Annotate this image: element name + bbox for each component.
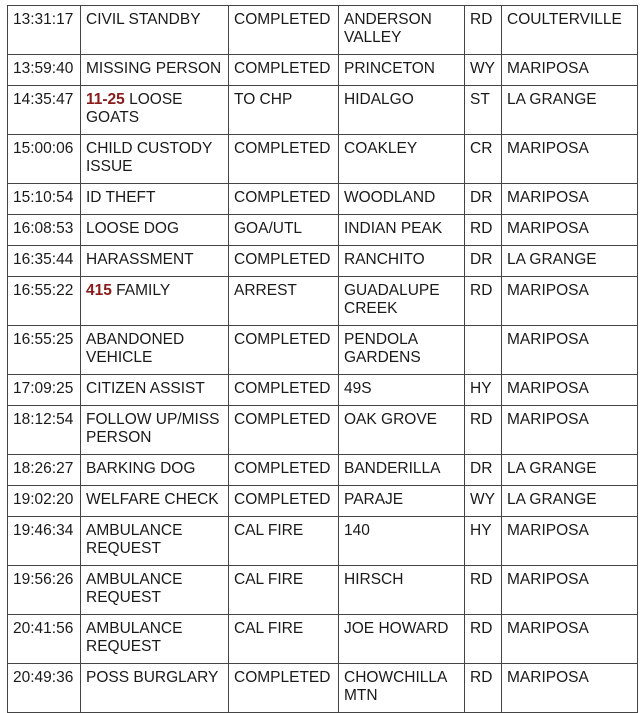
street-suffix-cell: RD (465, 215, 502, 246)
status-cell: CAL FIRE (229, 517, 339, 566)
street-cell: CHOWCHILLA MTN (339, 664, 465, 713)
call-type-cell (81, 375, 229, 406)
street-suffix-cell: RD (465, 566, 502, 615)
table-row (8, 615, 638, 664)
city-cell: MARIPOSA (502, 615, 638, 664)
street-cell: WOODLAND (339, 184, 465, 215)
city-cell: MARIPOSA (502, 375, 638, 406)
street-cell: 140 (339, 517, 465, 566)
street-suffix-cell: RD (465, 277, 502, 326)
table-row (8, 277, 638, 326)
time-cell: 16:08:53 (8, 215, 81, 246)
call-type-text: CHILD CUSTODY ISSUE (86, 140, 213, 175)
table-row (8, 517, 638, 566)
street-suffix-cell: RD (465, 664, 502, 713)
time-cell: 19:02:20 (8, 486, 81, 517)
street-suffix-cell: DR (465, 246, 502, 277)
city-cell: MARIPOSA (502, 215, 638, 246)
status-cell: ARREST (229, 277, 339, 326)
street-suffix-cell: HY (465, 375, 502, 406)
city-cell: MARIPOSA (502, 277, 638, 326)
street-cell: JOE HOWARD (339, 615, 465, 664)
street-cell: INDIAN PEAK (339, 215, 465, 246)
status-cell: COMPLETED (229, 664, 339, 713)
city-cell: MARIPOSA (502, 517, 638, 566)
call-type-text: POSS BURGLARY (86, 669, 219, 686)
call-type-cell (81, 486, 229, 517)
time-cell: 13:59:40 (8, 55, 81, 86)
call-type-text: FAMILY (111, 282, 171, 299)
call-type-text: CITIZEN ASSIST (86, 380, 205, 397)
call-code: 415 (86, 282, 112, 299)
call-type-cell (81, 455, 229, 486)
street-suffix-cell: WY (465, 486, 502, 517)
call-log-page (7, 5, 637, 713)
call-type-cell (81, 135, 229, 184)
city-cell: MARIPOSA (502, 55, 638, 86)
time-cell: 20:49:36 (8, 664, 81, 713)
call-type-text: HARASSMENT (86, 251, 194, 268)
status-cell: COMPLETED (229, 455, 339, 486)
street-cell: HIRSCH (339, 566, 465, 615)
street-suffix-cell: HY (465, 517, 502, 566)
table-row (8, 55, 638, 86)
city-cell: MARIPOSA (502, 406, 638, 455)
city-cell: MARIPOSA (502, 664, 638, 713)
street-cell: RANCHITO (339, 246, 465, 277)
time-cell: 18:26:27 (8, 455, 81, 486)
call-type-cell (81, 615, 229, 664)
time-cell: 18:12:54 (8, 406, 81, 455)
street-suffix-cell: ST (465, 86, 502, 135)
status-cell: COMPLETED (229, 6, 339, 55)
status-cell: COMPLETED (229, 246, 339, 277)
table-row (8, 215, 638, 246)
street-cell: 49S (339, 375, 465, 406)
call-type-cell (81, 326, 229, 375)
street-cell: PENDOLA GARDENS (339, 326, 465, 375)
status-cell: COMPLETED (229, 184, 339, 215)
call-type-cell (81, 517, 229, 566)
street-cell: BANDERILLA (339, 455, 465, 486)
table-row (8, 6, 638, 55)
time-cell: 16:55:25 (8, 326, 81, 375)
call-type-cell (81, 664, 229, 713)
call-type-cell (81, 406, 229, 455)
call-type-cell (81, 277, 229, 326)
table-row (8, 326, 638, 375)
table-row (8, 246, 638, 277)
street-cell: PARAJE (339, 486, 465, 517)
street-suffix-cell: RD (465, 406, 502, 455)
call-type-text: AMBULANCE REQUEST (86, 522, 183, 557)
city-cell: LA GRANGE (502, 486, 638, 517)
street-suffix-cell: CR (465, 135, 502, 184)
table-row (8, 455, 638, 486)
time-cell: 13:31:17 (8, 6, 81, 55)
status-cell: COMPLETED (229, 326, 339, 375)
street-cell: GUADALUPE CREEK (339, 277, 465, 326)
table-row (8, 135, 638, 184)
call-type-text: WELFARE CHECK (86, 491, 219, 508)
street-suffix-cell: WY (465, 55, 502, 86)
call-type-text: AMBULANCE REQUEST (86, 571, 183, 606)
table-row (8, 406, 638, 455)
status-cell: TO CHP (229, 86, 339, 135)
city-cell: MARIPOSA (502, 184, 638, 215)
street-suffix-cell: DR (465, 184, 502, 215)
status-cell: COMPLETED (229, 406, 339, 455)
call-type-cell (81, 184, 229, 215)
call-type-text: AMBULANCE REQUEST (86, 620, 183, 655)
call-type-text: CIVIL STANDBY (86, 11, 201, 28)
city-cell: MARIPOSA (502, 326, 638, 375)
time-cell: 15:10:54 (8, 184, 81, 215)
street-suffix-cell: RD (465, 615, 502, 664)
table-row (8, 566, 638, 615)
call-type-text: LOOSE DOG (86, 220, 180, 237)
street-suffix-cell (465, 326, 502, 375)
call-type-text: ID THEFT (86, 189, 156, 206)
call-log-table (7, 5, 638, 713)
call-code: 11-25 (86, 91, 125, 108)
call-type-text: LOOSE GOATS (86, 91, 183, 126)
call-type-text: ABANDONED VEHICLE (86, 331, 185, 366)
street-suffix-cell: DR (465, 455, 502, 486)
city-cell: MARIPOSA (502, 566, 638, 615)
call-type-cell (81, 246, 229, 277)
time-cell: 19:46:34 (8, 517, 81, 566)
call-type-text: BARKING DOG (86, 460, 196, 477)
time-cell: 20:41:56 (8, 615, 81, 664)
street-cell: HIDALGO (339, 86, 465, 135)
status-cell: CAL FIRE (229, 615, 339, 664)
call-type-text: FOLLOW UP/MISS PERSON (86, 411, 220, 446)
status-cell: COMPLETED (229, 486, 339, 517)
status-cell: COMPLETED (229, 135, 339, 184)
street-cell: PRINCETON (339, 55, 465, 86)
call-type-cell (81, 86, 229, 135)
call-type-cell (81, 215, 229, 246)
status-cell: CAL FIRE (229, 566, 339, 615)
status-cell: COMPLETED (229, 55, 339, 86)
street-suffix-cell: RD (465, 6, 502, 55)
call-type-cell (81, 55, 229, 86)
time-cell: 17:09:25 (8, 375, 81, 406)
table-row (8, 664, 638, 713)
call-log-body (8, 6, 638, 713)
city-cell: MARIPOSA (502, 135, 638, 184)
call-type-text: MISSING PERSON (86, 60, 222, 77)
street-cell: OAK GROVE (339, 406, 465, 455)
city-cell: LA GRANGE (502, 86, 638, 135)
table-row (8, 375, 638, 406)
time-cell: 15:00:06 (8, 135, 81, 184)
time-cell: 19:56:26 (8, 566, 81, 615)
street-cell: COAKLEY (339, 135, 465, 184)
city-cell: LA GRANGE (502, 246, 638, 277)
time-cell: 14:35:47 (8, 86, 81, 135)
status-cell: GOA/UTL (229, 215, 339, 246)
street-cell: ANDERSON VALLEY (339, 6, 465, 55)
call-type-cell (81, 6, 229, 55)
time-cell: 16:55:22 (8, 277, 81, 326)
table-row (8, 184, 638, 215)
city-cell: LA GRANGE (502, 455, 638, 486)
status-cell: COMPLETED (229, 375, 339, 406)
time-cell: 16:35:44 (8, 246, 81, 277)
table-row (8, 86, 638, 135)
city-cell: COULTERVILLE (502, 6, 638, 55)
table-row (8, 486, 638, 517)
call-type-cell (81, 566, 229, 615)
